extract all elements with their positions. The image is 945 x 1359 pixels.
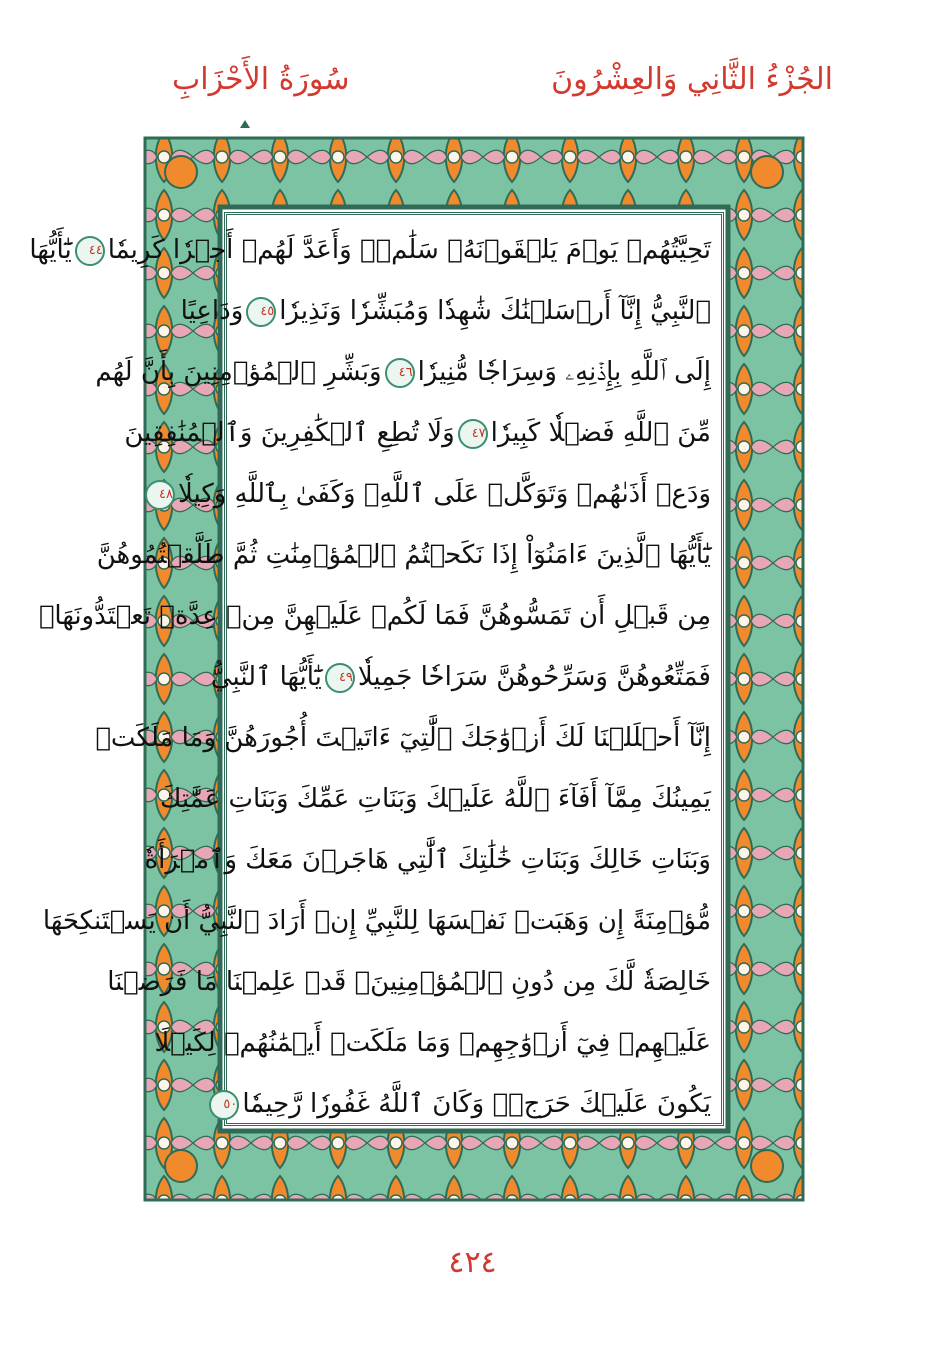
verse-text: خَالِصَةٗ لَّكَ مِن دُونِ ٱلۡمُؤۡمِنِينَۗ قَدۡ عَلِمۡنَا مَا فَرَضۡنَا: [107, 967, 711, 997]
page-number: ٤٢٤: [448, 1245, 497, 1280]
juz-title: الجُزْءُ الثَّانِي وَالعِشْرُونَ: [551, 62, 833, 97]
verse-text: يَمِينُكَ مِمَّآ أَفَآءَ ٱللَّهُ عَلَيۡكَ وَبَنَاتِ عَمِّكَ وَبَنَاتِ عَمَّٰتِكَ: [159, 784, 711, 814]
verse-line: [144, 830, 711, 891]
ayah-number-marker: ٤٥: [246, 297, 276, 327]
verse-text: وَدَعۡ أَذَىٰهُمۡ وَتَوَكَّلۡ عَلَى ٱللَّهِۚ وَكَفَىٰ بِٱللَّهِ وَكِيلٗا: [177, 479, 711, 509]
verse-text: يَكُونَ عَلَيۡكَ حَرَجٞۗ وَكَانَ ٱللَّهُ غَفُورٗا رَّحِيمٗا: [242, 1089, 711, 1119]
verse-line: [159, 769, 711, 830]
surah-title: سُورَةُ الأَحْزَابِ: [172, 62, 350, 97]
verse-line: [95, 342, 711, 403]
verse-text: فَمَتِّعُوهُنَّ وَسَرِّحُوهُنَّ سَرَاحٗا جَمِيلٗا: [357, 662, 711, 692]
verse-text-continuation: وَلَا تُطِعِ ٱلۡكَٰفِرِينَ وَٱلۡمُنَٰفِقِينَ: [124, 418, 455, 448]
verse-text: مِّنَ ٱللَّهِ فَضۡلٗا كَبِيرٗا: [490, 418, 711, 448]
verse-line: [38, 586, 711, 647]
verse-text: ٱلنَّبِيُّ إِنَّآ أَرۡسَلۡنَٰكَ شَٰهِدٗا وَمُبَشِّرٗا وَنَذِيرٗا: [279, 296, 711, 326]
verse-line: [42, 891, 711, 952]
ayah-number-marker: ٤٧: [458, 419, 488, 449]
verse-line: [96, 525, 711, 586]
ayah-number-marker: ٤٩: [325, 663, 355, 693]
ayah-number-marker: ٤٤: [75, 236, 105, 266]
verse-text: عَلَيۡهِمۡ فِيٓ أَزۡوَٰجِهِمۡ وَمَا مَلَكَتۡ أَيۡمَٰنُهُمۡ لِكَيۡلَا: [154, 1028, 711, 1058]
verse-line: [124, 403, 711, 464]
verse-text: تَحِيَّتُهُمۡ يَوۡمَ يَلۡقَوۡنَهُۥ سَلَٰمٞۚ وَأَعَدَّ لَهُمۡ أَجۡرٗا كَرِيمٗا: [107, 235, 711, 265]
ayah-number-marker: ٤٦: [385, 358, 415, 388]
verse-text: وَبَنَاتِ خَالِكَ وَبَنَاتِ خَٰلَٰتِكَ ٱلَّٰتِي هَاجَرۡنَ مَعَكَ وَٱمۡرَأَةٗ: [144, 845, 711, 875]
verse-line: [223, 1074, 711, 1135]
quran-text-panel: [29, 212, 724, 1126]
verse-text: مُّؤۡمِنَةً إِن وَهَبَتۡ نَفۡسَهَا لِلنَّبِيِّ إِنۡ أَرَادَ ٱلنَّبِيُّ أَن يَسۡتَنكِحَهَا: [42, 906, 711, 936]
verse-text: إِلَى ٱللَّهِ بِإِذۡنِهِۦ وَسِرَاجٗا مُّنِيرٗا: [417, 357, 711, 387]
verse-line: [154, 1013, 711, 1074]
verse-line: [95, 708, 711, 769]
verse-text: يَٰٓأَيُّهَا ٱلَّذِينَ ءَامَنُوٓاْ إِذَا نَكَحۡتُمُ ٱلۡمُؤۡمِنَٰتِ ثُمَّ طَلَّقۡتُمُوهُنَّ: [96, 540, 711, 570]
ayah-number-marker: ٥٠: [209, 1090, 239, 1120]
verse-line: [159, 464, 711, 525]
verse-text: مِن قَبۡلِ أَن تَمَسُّوهُنَّ فَمَا لَكُمۡ عَلَيۡهِنَّ مِنۡ عِدَّةٖ تَعۡتَدُّونَهَاۖ: [38, 601, 711, 631]
verse-text-continuation: وَبَشِّرِ ٱلۡمُؤۡمِنِينَ بِأَنَّ لَهُم: [95, 357, 382, 387]
verse-text-continuation: يَٰٓأَيُّهَا ٱلنَّبِيُّ: [210, 662, 322, 692]
verse-text-continuation: وَدَاعِيًا: [180, 296, 244, 326]
verse-line: [29, 220, 711, 281]
verse-line: [107, 952, 711, 1013]
verse-text: إِنَّآ أَحۡلَلۡنَا لَكَ أَزۡوَٰجَكَ ٱلَّٰتِيٓ ءَاتَيۡتَ أُجُورَهُنَّ وَمَا مَلَكَتۡ: [95, 723, 711, 753]
verse-line: [180, 281, 711, 342]
verse-text-continuation: يَٰٓأَيُّهَا: [29, 235, 72, 265]
ayah-number-marker: ٤٨: [145, 480, 175, 510]
verse-line: [210, 647, 711, 708]
